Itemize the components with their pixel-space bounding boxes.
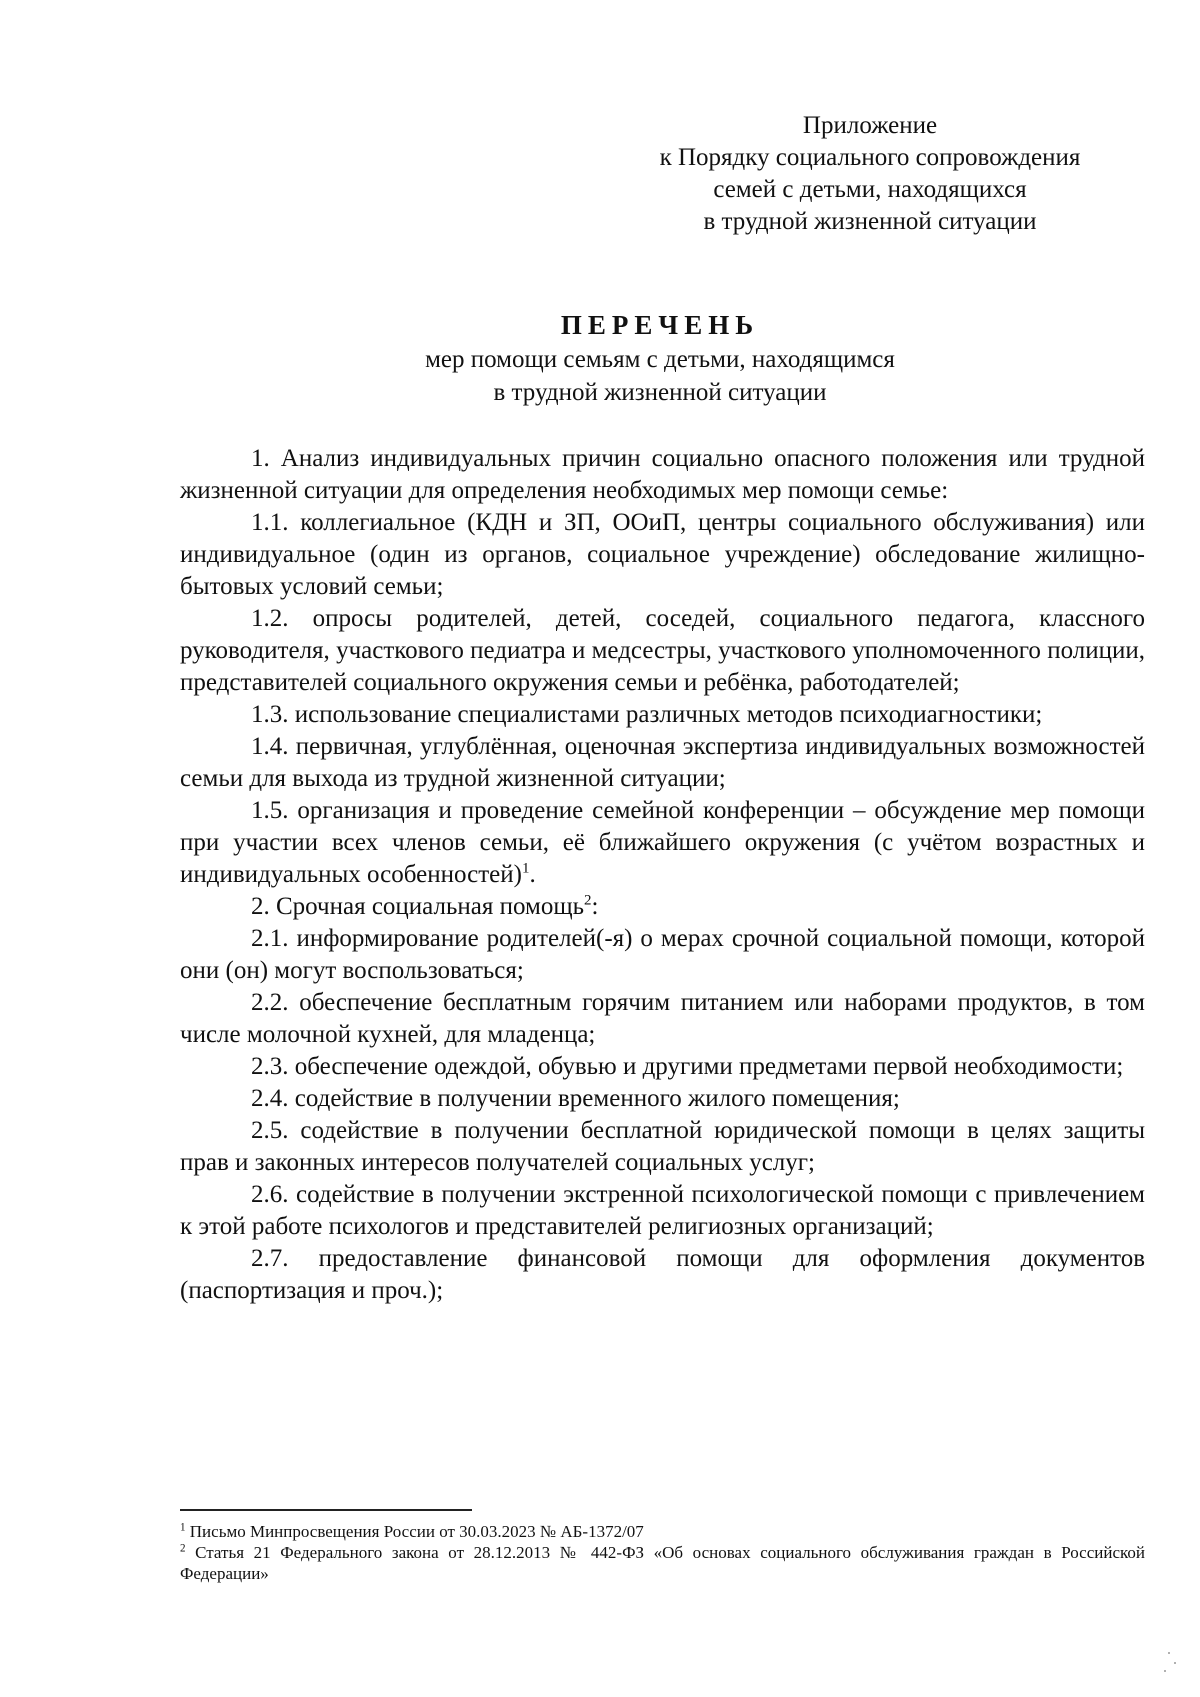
document-subtitle-line: в трудной жизненной ситуации (493, 379, 827, 406)
paragraph-2-2: 2.2. обеспечение бесплатным горячим питанием или наборами продуктов, в том числе молочной кухней, для младенца; (180, 989, 1145, 1048)
footnote-ref-2[interactable]: 2 (583, 892, 592, 909)
paragraph-2-6: 2.6. содействие в получении экстренной психологической помощи с привлечением к этой работе психологов и представителей религиозных организаций; (180, 1181, 1145, 1240)
document-title: ПЕРЕЧЕНЬ (560, 310, 760, 340)
paragraph-2-1: 2.1. информирование родителей(-я) о мерах срочной социальной помощи, которой они (он) могут воспользоваться; (180, 925, 1145, 984)
paragraph-2-end: : (591, 893, 599, 920)
footnote-ref-1[interactable]: 1 (521, 860, 530, 877)
paragraph-1-5 (180, 795, 1145, 891)
document-body (180, 443, 1145, 1307)
appendix-line: семей с детьми, находящихся (713, 176, 1027, 203)
paragraph-1-5-text: 1.5. организация и проведение семейной конференции – обсуждение мер помощи при участии всех членов семьи, её ближайшего окружения (с учётом возрастных и индивидуальных особенностей) (180, 797, 1145, 888)
footnote-2-text: Статья 21 Федерального закона от 28.12.2013 № 442-ФЗ «Об основах социального обслуживания граждан в Российской Федерации» (180, 1543, 1146, 1583)
paragraph-2-text: 2. Срочная социальная помощь (251, 893, 584, 920)
paragraph-1-4: 1.4. первичная, углублённая, оценочная экспертиза индивидуальных возможностей семьи для выхода из трудной жизненной ситуации; (180, 733, 1145, 792)
paragraph-1: 1. Анализ индивидуальных причин социально опасного положения или трудной жизненной ситуации для определения необходимых мер помощи семье: (180, 445, 1145, 504)
footnote-1 (180, 1521, 1145, 1542)
paragraph-1-2: 1.2. опросы родителей, детей, соседей, социального педагога, классного руководителя, участкового педиатра и медсестры, участкового уполномоченного полиции, представителей социального окружения семьи и ребёнка, работодателей; (180, 605, 1145, 696)
footnote-divider (180, 1509, 472, 1511)
appendix-header (600, 110, 1140, 238)
paragraph-2-3: 2.3. обеспечение одеждой, обувью и другими предметами первой необходимости; (251, 1053, 1124, 1080)
appendix-line: в трудной жизненной ситуации (703, 208, 1037, 235)
appendix-line: Приложение (802, 112, 938, 139)
document-heading (180, 308, 1140, 408)
paragraph-2-7: 2.7. предоставление финансовой помощи для оформления документов (паспортизация и проч.); (180, 1245, 1145, 1304)
paragraph-1-5-end: . (529, 861, 536, 888)
scan-specks (1160, 1650, 1180, 1680)
paragraph-1-3: 1.3. использование специалистами различных методов психодиагностики; (251, 701, 1043, 728)
footnote-2-mark: 2 (180, 1542, 186, 1555)
appendix-line: к Порядку социального сопровождения (659, 144, 1081, 171)
footnote-1-text: Письмо Минпросвещения России от 30.03.2023 № АБ-1372/07 (189, 1522, 644, 1541)
footnote-2 (180, 1542, 1145, 1584)
paragraph-2 (180, 891, 1145, 923)
footnote-1-mark: 1 (180, 1521, 186, 1534)
document-subtitle-line: мер помощи семьям с детьми, находящимся (425, 346, 895, 373)
paragraph-2-5: 2.5. содействие в получении бесплатной юридической помощи в целях защиты прав и законных интересов получателей социальных услуг; (180, 1117, 1145, 1176)
footnotes (180, 1521, 1145, 1584)
paragraph-1-1: 1.1. коллегиальное (КДН и ЗП, ООиП, центры социального обслуживания) или индивидуальное (один из органов, социальное учреждение) обследование жилищно-бытовых условий семьи; (180, 509, 1145, 600)
paragraph-2-4: 2.4. содействие в получении временного жилого помещения; (251, 1085, 900, 1112)
